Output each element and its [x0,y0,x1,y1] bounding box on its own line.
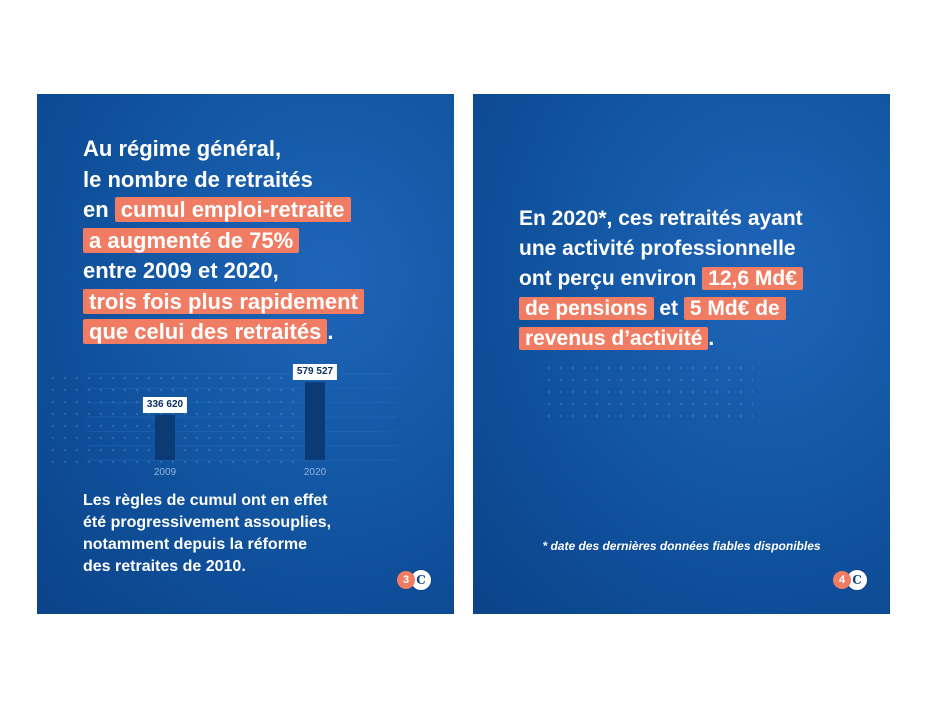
highlight-rapidement: trois fois plus rapidement [83,289,364,314]
bar-chart [87,364,397,484]
page-badge-4 [833,569,868,591]
dot-pattern [543,362,753,422]
highlight-retraites: que celui des retraités [83,319,327,344]
bar-chart-svg [87,364,397,484]
highlight-revenus: revenus d’activité [519,327,708,350]
page-number: 4 [833,571,851,589]
highlight-augmentation: a augmenté de 75% [83,228,299,253]
highlight-pensions-amount: 12,6 Md€ [702,267,803,290]
bar-2009 [155,415,175,460]
highlight-pensions: de pensions [519,297,654,320]
bar-value-label-2020: 579 527 [293,364,337,380]
cour-des-comptes-logo-icon: C [846,569,868,591]
highlight-revenus-amount: 5 Md€ de [684,297,786,320]
cour-des-comptes-logo-icon: C [410,569,432,591]
highlight-cumul: cumul emploi-retraite [115,197,351,222]
page-number: 3 [397,571,415,589]
x-tick-label-2020: 2020 [303,467,327,478]
x-tick-label-2009: 2009 [153,467,177,478]
slide-4-headline: En 2020*, ces retraités ayant une activité professionnelle ont perçu environ 12,6 Md€ de pensions et 5 Md€ de revenus d’activité . [519,207,803,350]
footnote: * date des dernières données fiables disponibles [542,539,821,553]
slide-4 [473,94,890,614]
bar-2020 [305,382,325,460]
bar-value-label-2009: 336 620 [143,397,187,413]
slide-3 [37,94,454,614]
slide-3-headline: Au régime général, le nombre de retraités en cumul emploi-retraite a augmenté de 75% entre 2009 et 2020, trois fois plus rapidement que celui des retraités . [83,134,364,348]
slide-3-subtext: Les règles de cumul ont en effet été progressivement assouplies, notamment depuis la réforme des retraites de 2010. [83,492,332,575]
page-badge-3 [397,569,432,591]
